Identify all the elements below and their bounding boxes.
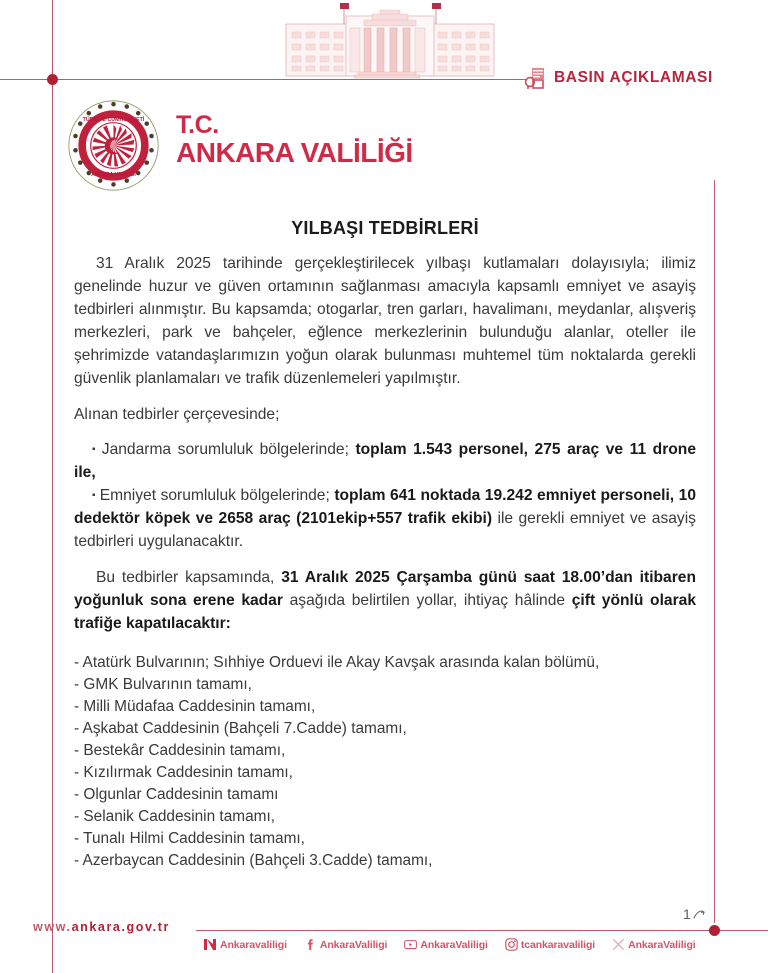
swoosh-arrow-icon xyxy=(693,908,706,921)
social-link-milligazete[interactable] xyxy=(204,938,287,951)
page-number xyxy=(683,906,706,922)
org-title-line1: T.C. xyxy=(176,111,219,139)
list-item: - GMK Bulvarının tamamı, xyxy=(74,675,252,693)
list-item: - Milli Müdafaa Caddesinin tamamı, xyxy=(74,697,316,715)
bullet-marker: ▪ xyxy=(92,444,98,456)
social-link-x[interactable] xyxy=(612,938,695,951)
document-body xyxy=(74,218,696,872)
instagram-icon xyxy=(505,938,518,951)
list-item: - Olgunlar Caddesinin tamamı xyxy=(74,785,279,803)
social-links xyxy=(204,938,696,951)
megaphone-icon xyxy=(524,66,546,90)
svg-text:ANKARA VALİLİĞİ: ANKARA VALİLİĞİ xyxy=(91,171,136,178)
list-item: - Aşkabat Caddesinin (Bahçeli 7.Cadde) tamamı, xyxy=(74,719,407,737)
bullet-marker: ▪ xyxy=(92,490,96,502)
list-item: ▪ Emniyet sorumluluk bölgelerinde; toplam 641 noktada 19.242 emniyet personeli, 10 dedektör köpek ve 2658 araç (2101ekip+557 trafik ekibi) ile gerekli emniyet ve asayiş tedbirleri uygulanacaktır. xyxy=(74,487,696,551)
social-handle: AnkaraValiligi xyxy=(628,938,696,951)
youtube-icon xyxy=(404,938,417,951)
website-url[interactable] xyxy=(33,920,170,934)
list-item: - Tunalı Hilmi Caddesinin tamamı, xyxy=(74,829,305,847)
road-closure-paragraph: Bu tedbirler kapsamında, 31 Aralık 2025 Çarşamba günü saat 18.00’dan itibaren yoğunluk sona erene kadar aşağıda belirtilen yollar, ihtiyaç hâlinde çift yönlü olarak trafiğe kapatılacaktır: xyxy=(74,569,697,632)
social-handle: Ankaravaliligi xyxy=(220,938,287,951)
social-handle: AnkaraValiligi xyxy=(420,938,488,951)
measures-bullet-list xyxy=(74,439,696,554)
page-title: YILBAŞI TEDBİRLERİ xyxy=(291,218,479,238)
org-title-line2: ANKARA VALİLİĞİ xyxy=(176,136,413,168)
website-url-main: ankara.gov.tr xyxy=(71,920,170,934)
social-link-facebook[interactable] xyxy=(304,938,387,951)
right-vertical-rule xyxy=(714,180,715,923)
list-item: - Kızılırmak Caddesinin tamamı, xyxy=(74,763,293,781)
list-item: ▪ Jandarma sorumluluk bölgelerinde; toplam 1.543 personel, 275 araç ve 11 drone ile, xyxy=(74,441,696,482)
social-handle: tcankaravaliligi xyxy=(520,938,596,951)
milli-gazete-n-icon xyxy=(204,938,217,951)
press-release-header xyxy=(524,66,713,90)
svg-text:TÜRKİYE CUMHURİYETİ: TÜRKİYE CUMHURİYETİ xyxy=(82,116,145,123)
social-link-instagram[interactable] xyxy=(505,938,595,951)
list-item: - Bestekâr Caddesinin tamamı, xyxy=(74,741,286,759)
list-item: - Azerbaycan Caddesinin (Bahçeli 3.Cadde) tamamı, xyxy=(74,851,433,869)
page-number-value: 1 xyxy=(683,906,691,922)
list-item: - Selanik Caddesinin tamamı, xyxy=(74,807,276,825)
bottom-intersection-dot xyxy=(709,925,720,936)
organization-title xyxy=(176,113,413,167)
website-url-prefix: www. xyxy=(33,920,72,934)
government-building-icon xyxy=(284,2,496,80)
left-vertical-rule xyxy=(52,0,53,973)
republic-of-turkiye-seal xyxy=(66,98,161,193)
top-intersection-dot xyxy=(47,74,58,85)
facebook-icon xyxy=(304,938,317,951)
social-link-youtube[interactable] xyxy=(404,938,487,951)
closed-roads-list xyxy=(74,652,696,872)
measures-lead-in: Alınan tedbirler çerçevesinde; xyxy=(74,405,280,423)
x-twitter-icon xyxy=(612,938,625,951)
bottom-horizontal-rule xyxy=(196,930,768,931)
social-handle: AnkaraValiligi xyxy=(319,938,388,951)
list-item: - Atatürk Bulvarının; Sıhhiye Orduevi ile Akay Kavşak arasında kalan bölümü, xyxy=(74,653,600,671)
press-release-label: BASIN AÇIKLAMASI xyxy=(554,69,713,86)
intro-paragraph: 31 Aralık 2025 tarihinde gerçekleştirilecek yılbaşı kutlamaları dolayısıyla; ilimiz genelinde huzur ve güven ortamının sağlanması amacıyla kapsamlı emniyet ve asayiş tedbirleri alınmıştır. Bu kapsamda; otogarlar, tren garları, havalimanı, meydanlar, alışveriş merkezleri, park ve bahçeler, eğlence merkezlerinin bulunduğu alanlar, oteller ile şehrimizde vatandaşlarımızın yoğun olarak bulunması muhtemel tüm noktalarda gerekli güvenlik planlamaları ve trafik düzenlemeleri yapılmıştır. xyxy=(74,255,696,387)
